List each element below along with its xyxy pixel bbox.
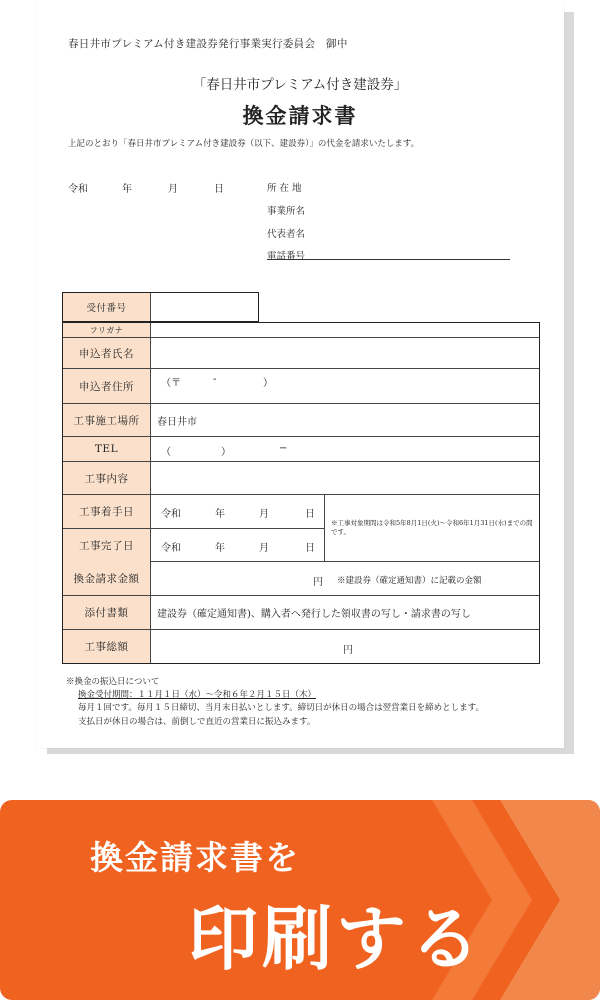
document-page — [36, 0, 564, 748]
row-work — [63, 461, 539, 494]
attachments-label: 添付書類 — [63, 596, 151, 629]
tel-field[interactable] — [151, 437, 539, 461]
label-phone: 電話番号 — [267, 251, 306, 262]
start-month: 月 — [259, 509, 269, 520]
postal-mark: （〒 — [161, 378, 181, 389]
notes-period: 換金受付期間：１１月１日（水）～令和６年２月１５日（木） — [78, 690, 317, 701]
end-date-field[interactable] — [151, 529, 325, 562]
document-title: 換金請求書 — [242, 104, 358, 128]
row-amount — [63, 561, 539, 595]
end-month: 月 — [259, 543, 269, 554]
address-field[interactable] — [151, 369, 539, 403]
start-era: 令和 — [161, 509, 181, 520]
end-date-row — [63, 528, 325, 562]
name-label: 申込者氏名 — [63, 338, 151, 368]
furigana-field[interactable] — [151, 323, 539, 337]
receipt-number-label: 受付番号 — [63, 293, 151, 321]
row-tel — [63, 436, 539, 461]
notes-heading: ※換金の振込日について — [66, 677, 160, 687]
notes-line1: 毎月１回です。毎月１５日締切、当月末日払いとします。締切日が休日の場合は翌営業日を締めとします。 — [78, 703, 484, 714]
tel-close: ） — [221, 447, 231, 458]
date-day: 日 — [214, 184, 224, 195]
row-furigana — [63, 322, 539, 337]
end-year: 年 — [215, 543, 225, 554]
amount-unit: 円 — [313, 577, 323, 588]
amount-note: ※建設券（確定通知書）に記載の金額 — [337, 576, 482, 586]
row-period — [63, 494, 539, 561]
site-label: 工事施工場所 — [63, 404, 151, 436]
site-field[interactable]: 春日井市 — [157, 416, 197, 428]
start-year: 年 — [215, 509, 225, 520]
receipt-number-box — [62, 292, 259, 322]
banner-line1: 換金請求書を — [90, 838, 300, 877]
payment-notes — [66, 676, 484, 729]
total-field[interactable] — [151, 630, 539, 663]
total-label: 工事総額 — [63, 630, 151, 663]
date-year: 年 — [122, 184, 132, 195]
tel-label: TEL — [63, 437, 151, 461]
label-location: 所 在 地 — [267, 183, 302, 194]
work-field[interactable] — [151, 462, 539, 494]
postal-dash: - — [213, 374, 217, 385]
row-name — [63, 337, 539, 368]
start-date-field[interactable] — [151, 495, 325, 528]
notes-line2: 支払日が休日の場合は、前倒しで直近の営業日に振込みます。 — [78, 716, 316, 727]
row-attachments — [63, 595, 539, 629]
banner-line2: 印刷する — [188, 898, 484, 980]
amount-label: 換金請求金額 — [63, 562, 151, 595]
period-note: ※工事対象期間は令和5年8月1日(火)〜令和6年1月31日(水)までの間です。 — [331, 518, 533, 536]
phone-underline — [267, 259, 510, 260]
tel-open: （ — [161, 447, 171, 458]
address-label: 申込者住所 — [63, 369, 151, 403]
print-claim-banner[interactable] — [0, 800, 600, 1000]
start-date-label: 工事着手日 — [63, 495, 151, 528]
label-representative: 代表者名 — [267, 229, 306, 240]
receipt-number-field[interactable] — [151, 293, 258, 321]
committee-addressee: 春日井市プレミアム付き建設券発行事業実行委員会 御中 — [68, 38, 348, 50]
end-day: 日 — [305, 543, 315, 554]
end-era: 令和 — [161, 543, 181, 554]
attachments-value: 建設券（確定通知書)、購入者へ発行した領収書の写し・請求書の写し — [157, 609, 471, 620]
date-era: 令和 — [68, 184, 88, 195]
period-dates — [63, 495, 325, 561]
furigana-label: フリガナ — [63, 323, 151, 337]
end-date-label: 工事完了日 — [63, 529, 151, 562]
tel-dash: − — [279, 443, 288, 454]
start-day: 日 — [305, 509, 315, 520]
row-total — [63, 629, 539, 663]
row-site — [63, 403, 539, 436]
work-label: 工事内容 — [63, 462, 151, 494]
start-date-row — [63, 495, 325, 528]
lead-sentence: 上記のとおり「春日井市プレミアム付き建設券（以下、建設券）」の代金を請求いたします。 — [68, 139, 420, 149]
document-subtitle: 「春日井市プレミアム付き建設券」 — [192, 77, 408, 93]
amount-field[interactable] — [151, 562, 539, 595]
postal-close: ） — [263, 378, 273, 389]
form-grid — [62, 322, 540, 664]
name-field[interactable] — [151, 338, 539, 368]
total-unit: 円 — [343, 645, 353, 656]
label-company: 事業所名 — [267, 206, 306, 217]
date-month: 月 — [168, 184, 178, 195]
row-address — [63, 368, 539, 403]
